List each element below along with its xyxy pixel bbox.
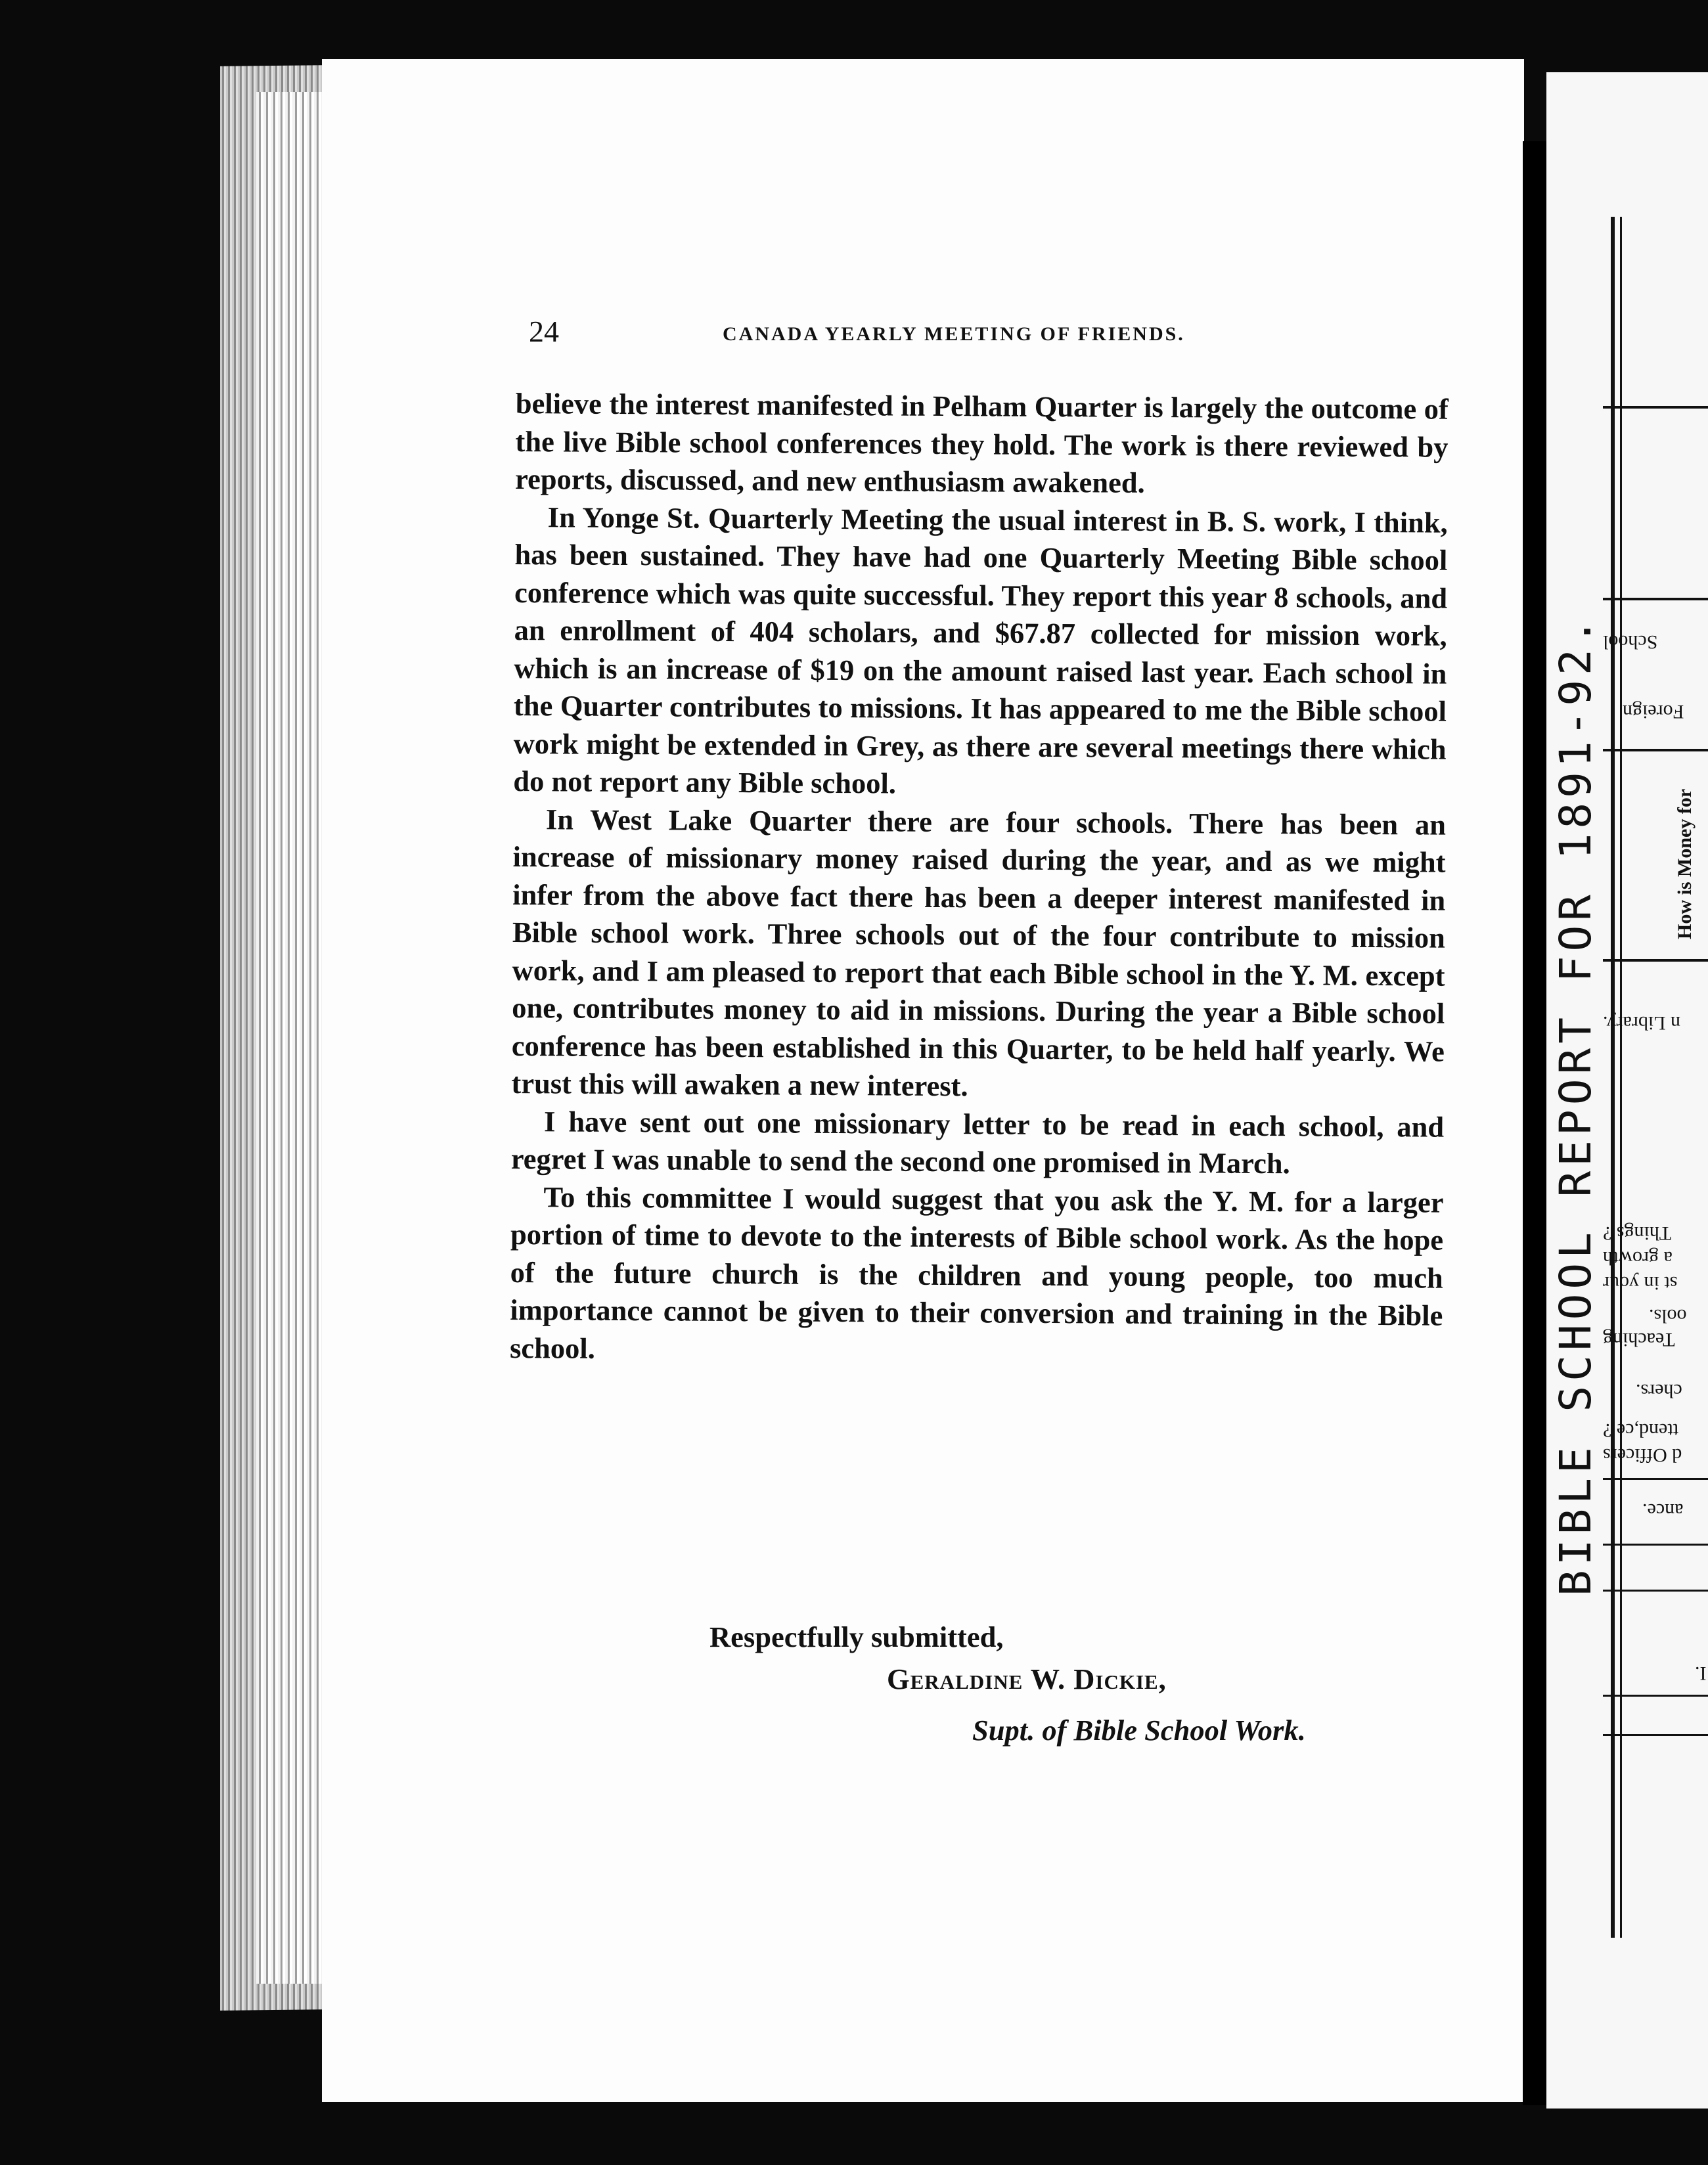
column-header-fragment: Foreign: [1623, 701, 1684, 723]
table-row-rule: [1603, 1695, 1708, 1697]
closing-position: Supt. of Bible School Work.: [972, 1714, 1306, 1747]
table-border-left: [1611, 217, 1615, 1938]
paragraph-missionary-letter: I have sent out one missionary letter to be read in each school, and regret I was unable to send the second one promised in March.: [510, 1104, 1445, 1180]
column-header-fragment: School: [1603, 631, 1658, 653]
column-header-fragment: a growth: [1603, 1247, 1673, 1269]
column-header-fragment: chers.: [1636, 1380, 1682, 1402]
table-row-rule: [1603, 749, 1708, 751]
column-header-fragment: ttend,ce ?: [1603, 1419, 1678, 1441]
closing-salutation: Respectfully submitted,: [709, 1620, 1004, 1653]
column-header-fragment: d Officers: [1603, 1444, 1682, 1466]
paragraph-west-lake: In West Lake Quarter there are four schools. There has been an increase of missionary money raised during the year, and as we might infer from the above fact there has been a deeper interest manifested in Bible school work. Three schools out of the four contribute to mission work, and I am pleased to report that each Bible school in the Y. M. except one, contributes money to aid in missions. During the year a Bible school conference has been established in this Quarter, to be held half yearly. We trust this will awaken a new interest.: [511, 802, 1447, 1103]
book-page-edges: [256, 92, 328, 1984]
closing-signature: Geraldine W. Dickie,: [887, 1663, 1167, 1695]
column-header-fragment: Things ?: [1603, 1222, 1672, 1244]
column-header-fragment: n Library.: [1603, 1012, 1681, 1034]
paragraph-pelham: believe the interest manifested in Pelham Quarter is largely the outcome of the live Bible school conferences they hold. The work is there reviewed by reports, discussed, and new enthusiasm awakened.: [514, 386, 1449, 499]
page-header: [529, 314, 1304, 353]
column-header-fragment: Teaching: [1603, 1329, 1675, 1350]
paragraph-suggestion: To this committee I would suggest that you ask the Y. M. for a larger portion of time to devote to the interests of Bible school work. As the hope of the future church is the children and young people, too much importance cannot be given to their conversion and training in the Bible school.: [509, 1180, 1444, 1365]
table-border-left-inner: [1620, 217, 1622, 1938]
table-row-rule: [1603, 406, 1708, 409]
table-row-rule: [1603, 959, 1708, 962]
table-row-rule: [1603, 1478, 1708, 1480]
report-body: [510, 385, 1449, 1373]
table-row-rule: [1603, 1544, 1708, 1546]
table-row-rule: [1603, 1590, 1708, 1592]
column-header-fragment: How is Money for: [1674, 788, 1696, 939]
column-header-fragment: I.: [1695, 1663, 1707, 1684]
gutter-shadow: [1523, 141, 1546, 2105]
page-number: 24: [529, 315, 559, 348]
column-header-fragment: st in your: [1603, 1272, 1678, 1294]
table-row-rule: [1603, 1734, 1708, 1736]
column-header-fragment: ools.: [1649, 1305, 1687, 1327]
running-head: CANADA YEARLY MEETING OF FRIENDS.: [723, 323, 1185, 345]
paragraph-yonge-st: In Yonge St. Quarterly Meeting the usual interest in B. S. work, I think, has been sustained. They have had one Quarterly Meeting Bible school conference which was quite successful. They report this year 8 schools, and an enrollment of 404 scholars, and $67.87 collected for mission work, which is an increase of $19 on the amount raised last year. Each school in the Quarter contributes to missions. It has appeared to me the Bible school work might be extended in Grey, as there are several meetings there which do not report any Bible school.: [513, 500, 1448, 800]
facing-page-vertical-title: BIBLE SCHOOL REPORT FOR 1891-92.: [1550, 614, 1601, 1596]
column-header-fragment: ance.: [1642, 1500, 1684, 1521]
table-row-rule: [1603, 598, 1708, 600]
